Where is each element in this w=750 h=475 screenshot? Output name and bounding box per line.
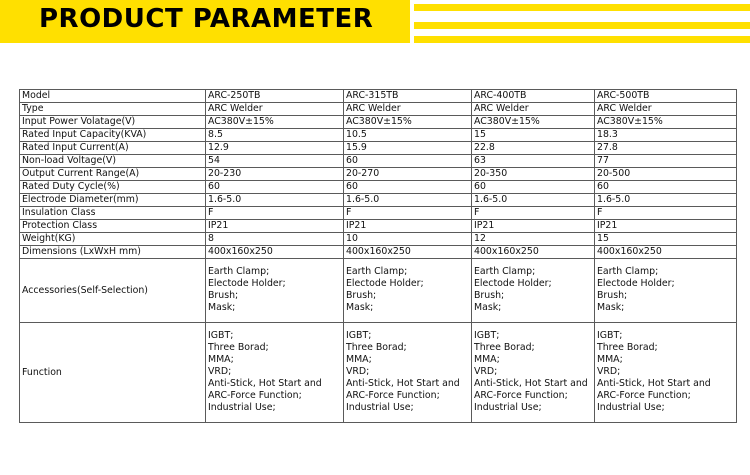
table-cell: F: [595, 207, 737, 220]
row-label: Protection Class: [20, 220, 206, 233]
cell-line: Brush;: [208, 290, 239, 301]
table-row: [20, 220, 737, 233]
table-cell: 15.9: [344, 142, 472, 155]
row-label: Type: [20, 103, 206, 116]
row-label: Weight(KG): [20, 233, 206, 246]
cell-line: VRD;: [597, 366, 621, 377]
cell-line: Three Borad;: [208, 342, 269, 353]
function-row: [20, 323, 737, 423]
table-cell: AC380V±15%: [595, 116, 737, 129]
cell-line: Industrial Use;: [208, 402, 276, 413]
table-row: [20, 168, 737, 181]
cell-line: Industrial Use;: [346, 402, 414, 413]
cell-line: ARC-Force Function;: [208, 390, 302, 401]
table-row: [20, 194, 737, 207]
cell-line: Brush;: [597, 290, 628, 301]
cell-line: Three Borad;: [474, 342, 535, 353]
cell-line: Electode Holder;: [474, 278, 552, 289]
table-cell: ARC-250TB: [206, 90, 344, 103]
page-title: PRODUCT PARAMETER: [39, 4, 374, 34]
cell-line: Mask;: [346, 302, 374, 313]
table-cell: ARC Welder: [472, 103, 595, 116]
cell-line: MMA;: [346, 354, 372, 365]
table-cell: 1.6-5.0: [595, 194, 737, 207]
table-cell: 10.5: [344, 129, 472, 142]
table-cell: 27.8: [595, 142, 737, 155]
cell-line: Industrial Use;: [474, 402, 542, 413]
row-label: Accessories(Self-Selection): [20, 259, 206, 323]
table-cell: 20-350: [472, 168, 595, 181]
cell-line: VRD;: [346, 366, 370, 377]
table-cell: 400x160x250: [344, 246, 472, 259]
table-cell: AC380V±15%: [472, 116, 595, 129]
decorative-stripe: [414, 4, 750, 11]
table-cell: AC380V±15%: [344, 116, 472, 129]
table-cell: [206, 259, 344, 323]
table-cell: 54: [206, 155, 344, 168]
table-cell: F: [206, 207, 344, 220]
cell-line: Industrial Use;: [597, 402, 665, 413]
cell-line: Anti-Stick, Hot Start and: [346, 378, 460, 389]
table-row: [20, 207, 737, 220]
cell-line: ARC-Force Function;: [474, 390, 568, 401]
row-label: Input Power Volatage(V): [20, 116, 206, 129]
cell-line: Electode Holder;: [208, 278, 286, 289]
table-row: [20, 116, 737, 129]
cell-line: MMA;: [597, 354, 623, 365]
table-cell: ARC-400TB: [472, 90, 595, 103]
table-cell: [472, 259, 595, 323]
decorative-stripe: [414, 36, 750, 43]
cell-line: IGBT;: [208, 330, 234, 341]
table-cell: 60: [344, 155, 472, 168]
parameter-table-body: [20, 90, 737, 423]
table-cell: 1.6-5.0: [472, 194, 595, 207]
table-cell: 60: [472, 181, 595, 194]
table-cell: 20-500: [595, 168, 737, 181]
table-cell: 15: [472, 129, 595, 142]
table-cell: ARC Welder: [344, 103, 472, 116]
table-cell: IP21: [344, 220, 472, 233]
cell-line: Earth Clamp;: [474, 266, 536, 277]
cell-line: VRD;: [208, 366, 232, 377]
table-cell: ARC-315TB: [344, 90, 472, 103]
cell-line: Mask;: [597, 302, 625, 313]
table-cell: F: [472, 207, 595, 220]
cell-line: MMA;: [474, 354, 500, 365]
row-label: Non-load Voltage(V): [20, 155, 206, 168]
table-row: [20, 233, 737, 246]
table-cell: F: [344, 207, 472, 220]
table-cell: 60: [206, 181, 344, 194]
table-cell: IP21: [206, 220, 344, 233]
table-cell: 18.3: [595, 129, 737, 142]
table-row: [20, 181, 737, 194]
table-cell: 63: [472, 155, 595, 168]
table-cell: 15: [595, 233, 737, 246]
table-row: [20, 129, 737, 142]
cell-line: Earth Clamp;: [346, 266, 408, 277]
header-banner: [0, 0, 750, 44]
table-cell: [595, 259, 737, 323]
row-label: Rated Duty Cycle(%): [20, 181, 206, 194]
cell-line: MMA;: [208, 354, 234, 365]
row-label: Model: [20, 90, 206, 103]
cell-line: Earth Clamp;: [208, 266, 270, 277]
table-cell: [344, 259, 472, 323]
table-cell: IP21: [595, 220, 737, 233]
table-cell: [472, 323, 595, 423]
row-label: Electrode Diameter(mm): [20, 194, 206, 207]
table-row: [20, 155, 737, 168]
table-row: [20, 90, 737, 103]
table-cell: AC380V±15%: [206, 116, 344, 129]
table-cell: 12: [472, 233, 595, 246]
row-label: Insulation Class: [20, 207, 206, 220]
cell-line: Three Borad;: [597, 342, 658, 353]
table-cell: 8.5: [206, 129, 344, 142]
table-cell: 22.8: [472, 142, 595, 155]
parameter-table: [19, 89, 737, 423]
table-cell: ARC Welder: [595, 103, 737, 116]
table-cell: 400x160x250: [472, 246, 595, 259]
cell-line: Three Borad;: [346, 342, 407, 353]
row-label: Rated Input Capacity(KVA): [20, 129, 206, 142]
table-cell: ARC-500TB: [595, 90, 737, 103]
row-label: Function: [20, 323, 206, 423]
decorative-stripe: [414, 22, 750, 29]
cell-line: Mask;: [474, 302, 502, 313]
table-row: [20, 246, 737, 259]
cell-line: IGBT;: [346, 330, 372, 341]
table-cell: 400x160x250: [206, 246, 344, 259]
table-cell: 60: [344, 181, 472, 194]
table-cell: 20-270: [344, 168, 472, 181]
table-cell: [595, 323, 737, 423]
cell-line: Electode Holder;: [346, 278, 424, 289]
table-cell: 10: [344, 233, 472, 246]
row-label: Dimensions (LxWxH mm): [20, 246, 206, 259]
table-cell: 60: [595, 181, 737, 194]
table-cell: 8: [206, 233, 344, 246]
cell-line: VRD;: [474, 366, 498, 377]
cell-line: Electode Holder;: [597, 278, 675, 289]
table-cell: 1.6-5.0: [344, 194, 472, 207]
table-cell: [206, 323, 344, 423]
cell-line: Earth Clamp;: [597, 266, 659, 277]
cell-line: IGBT;: [597, 330, 623, 341]
table-cell: [344, 323, 472, 423]
cell-line: IGBT;: [474, 330, 500, 341]
cell-line: Brush;: [474, 290, 505, 301]
table-cell: IP21: [472, 220, 595, 233]
table-cell: 12.9: [206, 142, 344, 155]
table-cell: 20-230: [206, 168, 344, 181]
accessories-row: [20, 259, 737, 323]
cell-line: ARC-Force Function;: [346, 390, 440, 401]
table-cell: ARC Welder: [206, 103, 344, 116]
cell-line: Anti-Stick, Hot Start and: [474, 378, 588, 389]
table-row: [20, 103, 737, 116]
table-cell: 1.6-5.0: [206, 194, 344, 207]
cell-line: Anti-Stick, Hot Start and: [597, 378, 711, 389]
row-label: Rated Input Current(A): [20, 142, 206, 155]
cell-line: Anti-Stick, Hot Start and: [208, 378, 322, 389]
cell-line: Brush;: [346, 290, 377, 301]
table-cell: 77: [595, 155, 737, 168]
table-cell: 400x160x250: [595, 246, 737, 259]
cell-line: Mask;: [208, 302, 236, 313]
cell-line: ARC-Force Function;: [597, 390, 691, 401]
table-row: [20, 142, 737, 155]
row-label: Output Current Range(A): [20, 168, 206, 181]
